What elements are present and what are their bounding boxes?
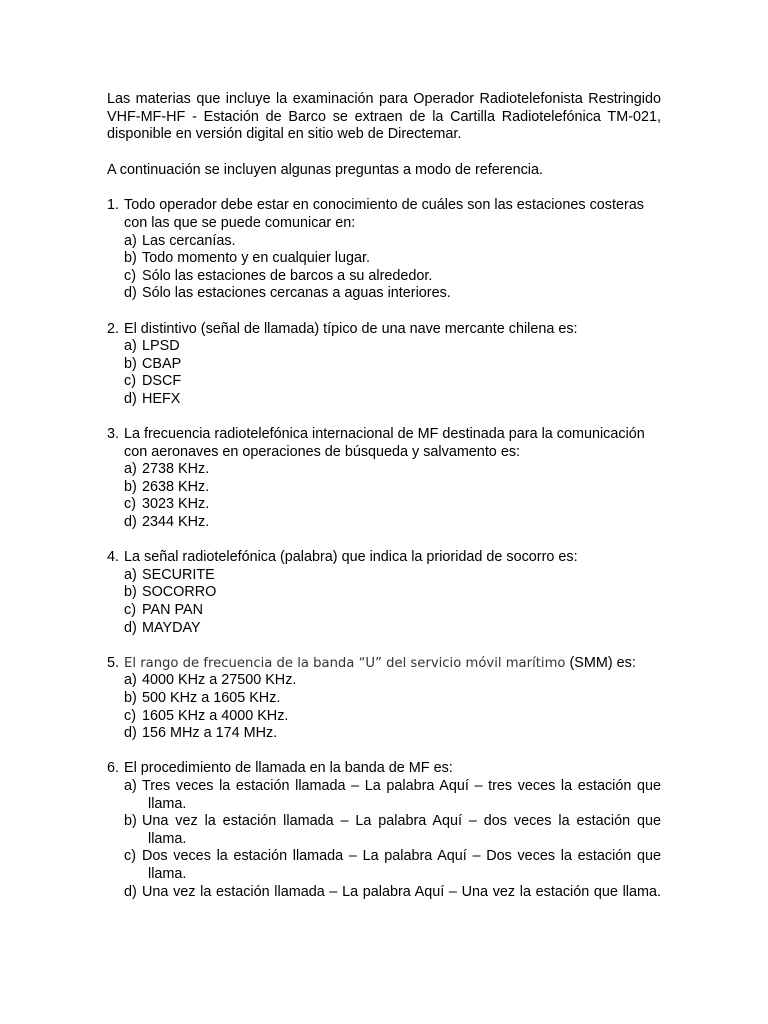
option-text-line: llama. bbox=[148, 795, 187, 812]
question-text: El distintivo (señal de llamada) típico de una nave mercante chilena es: bbox=[124, 320, 578, 337]
option-text bbox=[142, 848, 661, 883]
option-letter: d) bbox=[124, 390, 137, 407]
option-text: 156 MHz a 174 MHz. bbox=[142, 725, 278, 742]
question-text-suffix: (SMM) es: bbox=[569, 654, 636, 671]
option-c bbox=[107, 848, 661, 883]
option-c bbox=[107, 602, 661, 620]
question-number: 2. bbox=[107, 320, 120, 337]
option-text: HEFX bbox=[142, 390, 181, 407]
option-list bbox=[107, 672, 661, 742]
question-text: La señal radiotelefónica (palabra) que indica la prioridad de socorro es: bbox=[124, 549, 578, 566]
option-text: 2638 KHz. bbox=[142, 478, 210, 495]
question-stem bbox=[107, 549, 661, 567]
question-number: 3. bbox=[107, 426, 120, 443]
option-text: SOCORRO bbox=[142, 584, 217, 601]
question-5 bbox=[107, 655, 661, 743]
option-a bbox=[107, 672, 661, 690]
option-text-line: Una vez la estación llamada – La palabra Aquí – Una vez la estación que llama. bbox=[142, 883, 661, 900]
option-b bbox=[107, 813, 661, 848]
question-stem bbox=[107, 197, 661, 232]
intro-paragraph: Las materias que incluye la examinación para Operador Radiotelefonista Restringido VHF-MF-HF - Estación de Barco se extraen de la Cartilla Radiotelefónica TM-021, disponible en versión digital en sitio web de Directemar. bbox=[107, 91, 661, 143]
option-text: Sólo las estaciones cercanas a aguas interiores. bbox=[142, 285, 451, 302]
option-d bbox=[107, 725, 661, 743]
option-text-line: Una vez la estación llamada – La palabra Aquí – dos veces la estación que bbox=[142, 813, 661, 830]
option-d bbox=[107, 391, 661, 409]
option-letter: a) bbox=[124, 672, 137, 689]
option-text-line: Dos veces la estación llamada – La palabra Aquí – Dos veces la estación que bbox=[142, 848, 661, 865]
option-list bbox=[107, 461, 661, 531]
question-stem bbox=[107, 760, 661, 778]
option-text bbox=[142, 778, 661, 813]
option-text: Las cercanías. bbox=[142, 232, 236, 249]
option-text: 4000 KHz a 27500 KHz. bbox=[142, 672, 297, 689]
option-list bbox=[107, 778, 661, 901]
question-stem bbox=[107, 426, 661, 461]
option-text: LPSD bbox=[142, 338, 180, 355]
option-b bbox=[107, 690, 661, 708]
question-6 bbox=[107, 760, 661, 901]
question-number: 4. bbox=[107, 549, 120, 566]
option-text: SECURITE bbox=[142, 566, 215, 583]
question-number: 6. bbox=[107, 760, 120, 777]
question-number: 5. bbox=[107, 654, 120, 671]
option-letter: c) bbox=[124, 373, 136, 390]
option-letter: c) bbox=[124, 707, 136, 724]
question-number: 1. bbox=[107, 197, 120, 214]
option-letter: c) bbox=[124, 496, 136, 513]
question-1 bbox=[107, 197, 661, 303]
option-a bbox=[107, 233, 661, 251]
question-text: La frecuencia radiotelefónica internacional de MF destinada para la comunicación con aeronaves en operaciones de búsqueda y salvamento es: bbox=[124, 426, 645, 460]
option-text: 500 KHz a 1605 KHz. bbox=[142, 690, 281, 706]
question-text: El procedimiento de llamada en la banda de MF es: bbox=[124, 760, 453, 777]
option-text: MAYDAY bbox=[142, 619, 201, 636]
option-letter: d) bbox=[124, 725, 137, 742]
option-letter: d) bbox=[124, 883, 137, 900]
question-stem bbox=[107, 655, 661, 673]
question-2 bbox=[107, 321, 661, 409]
intro-section bbox=[107, 91, 661, 179]
option-list bbox=[107, 567, 661, 637]
option-letter: b) bbox=[124, 690, 137, 706]
option-b bbox=[107, 479, 661, 497]
option-text bbox=[142, 884, 661, 902]
option-letter: c) bbox=[124, 848, 136, 865]
question-4 bbox=[107, 549, 661, 637]
option-c bbox=[107, 708, 661, 726]
option-a bbox=[107, 778, 661, 813]
option-text bbox=[142, 813, 661, 848]
option-letter: b) bbox=[124, 584, 137, 601]
option-letter: a) bbox=[124, 338, 137, 355]
option-c bbox=[107, 373, 661, 391]
option-letter: a) bbox=[124, 777, 137, 794]
option-list bbox=[107, 233, 661, 303]
option-b bbox=[107, 356, 661, 374]
option-b bbox=[107, 584, 661, 602]
option-c bbox=[107, 268, 661, 286]
option-d bbox=[107, 884, 661, 902]
option-letter: d) bbox=[124, 619, 137, 636]
option-letter: d) bbox=[124, 285, 137, 302]
option-text: DSCF bbox=[142, 373, 182, 390]
option-text: Sólo las estaciones de barcos a su alrededor. bbox=[142, 267, 433, 284]
intro-reference-note: A continuación se incluyen algunas preguntas a modo de referencia. bbox=[107, 161, 544, 178]
document-page bbox=[107, 91, 661, 919]
option-text-line: llama. bbox=[148, 865, 187, 882]
option-letter: b) bbox=[124, 250, 137, 267]
option-c bbox=[107, 496, 661, 514]
option-text: 3023 KHz. bbox=[142, 496, 210, 513]
question-stem bbox=[107, 321, 661, 339]
option-list bbox=[107, 338, 661, 408]
option-text: Todo momento y en cualquier lugar. bbox=[142, 250, 370, 267]
option-letter: a) bbox=[124, 232, 137, 249]
question-text: Todo operador debe estar en conocimiento de cuáles son las estaciones costeras con las que se puede comunicar en: bbox=[124, 197, 644, 231]
option-letter: c) bbox=[124, 602, 136, 619]
option-text: 2344 KHz. bbox=[142, 514, 210, 531]
option-a bbox=[107, 338, 661, 356]
option-letter: b) bbox=[124, 355, 137, 372]
option-text: PAN PAN bbox=[142, 602, 204, 619]
option-a bbox=[107, 461, 661, 479]
option-text-line: llama. bbox=[148, 830, 187, 847]
option-letter: a) bbox=[124, 566, 137, 583]
option-a bbox=[107, 567, 661, 585]
option-letter: c) bbox=[124, 267, 136, 284]
option-d bbox=[107, 620, 661, 638]
option-text: CBAP bbox=[142, 355, 182, 372]
option-d bbox=[107, 285, 661, 303]
option-letter: d) bbox=[124, 514, 137, 531]
option-letter: a) bbox=[124, 461, 137, 478]
option-text: 2738 KHz. bbox=[142, 461, 210, 478]
option-letter: b) bbox=[124, 813, 137, 830]
option-text: 1605 KHz a 4000 KHz. bbox=[142, 707, 289, 724]
option-letter: b) bbox=[124, 478, 137, 495]
option-b bbox=[107, 250, 661, 268]
option-text-line: Tres veces la estación llamada – La palabra Aquí – tres veces la estación que bbox=[142, 777, 661, 794]
question-text: El rango de frecuencia de la banda “U” del servicio móvil marítimo bbox=[124, 655, 566, 671]
question-3 bbox=[107, 426, 661, 532]
option-d bbox=[107, 514, 661, 532]
